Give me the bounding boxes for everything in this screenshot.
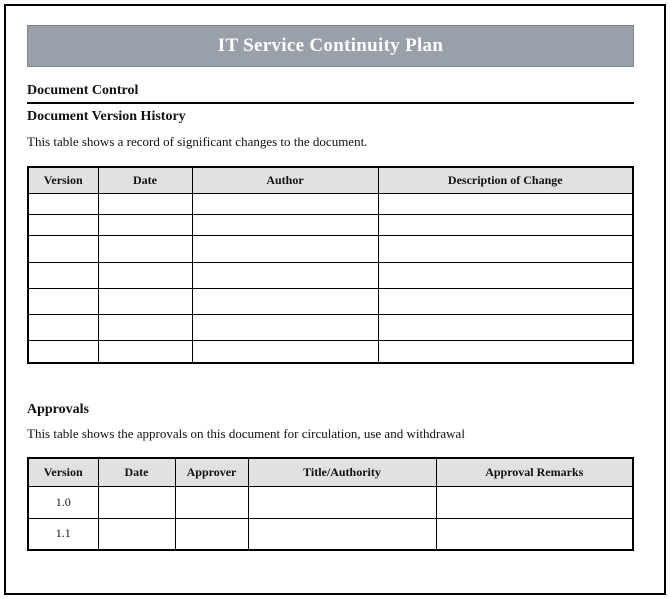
author-cell (192, 340, 378, 363)
description-cell (378, 214, 633, 235)
description-cell (378, 262, 633, 288)
author-cell (192, 314, 378, 340)
date-cell (98, 235, 192, 262)
title-authority-cell (248, 518, 436, 550)
version-cell (28, 193, 98, 214)
description-cell (378, 288, 633, 314)
date-cell (98, 518, 175, 550)
title-authority-cell (248, 486, 436, 518)
version-history-table (27, 166, 634, 364)
approval-remarks-cell (436, 518, 633, 550)
column-header-date: Date (98, 458, 175, 486)
version-cell (28, 262, 98, 288)
author-cell (192, 214, 378, 235)
column-header-version: Version (28, 167, 98, 193)
table-row (28, 193, 633, 214)
version-cell (28, 314, 98, 340)
approvals-heading: Approvals (27, 402, 89, 417)
document-page (27, 0, 634, 551)
description-cell (378, 314, 633, 340)
date-cell (98, 214, 192, 235)
column-header-approval-remarks: Approval Remarks (436, 458, 633, 486)
version-history-description: This table shows a record of significant changes to the document. (27, 134, 368, 149)
table-row (28, 235, 633, 262)
table-row (28, 214, 633, 235)
date-cell (98, 288, 192, 314)
document-control-heading: Document Control (27, 84, 634, 104)
version-cell: 1.1 (28, 518, 98, 550)
author-cell (192, 235, 378, 262)
version-history-header-row (28, 167, 633, 193)
approver-cell (175, 518, 248, 550)
column-header-title-authority: Title/Authority (248, 458, 436, 486)
date-cell (98, 262, 192, 288)
version-history-heading: Document Version History (27, 109, 186, 124)
table-row (28, 262, 633, 288)
author-cell (192, 193, 378, 214)
approvals-description: This table shows the approvals on this document for circulation, use and withdrawal (27, 426, 465, 441)
version-cell (28, 288, 98, 314)
version-cell (28, 235, 98, 262)
date-cell (98, 193, 192, 214)
table-row (28, 340, 633, 363)
version-cell: 1.0 (28, 486, 98, 518)
approvals-header-row (28, 458, 633, 486)
table-row (28, 486, 633, 518)
description-cell (378, 193, 633, 214)
column-header-version: Version (28, 458, 98, 486)
document-title-banner (27, 25, 634, 67)
approver-cell (175, 486, 248, 518)
document-title: IT Service Continuity Plan (217, 35, 444, 56)
table-row (28, 288, 633, 314)
approval-remarks-cell (436, 486, 633, 518)
description-cell (378, 340, 633, 363)
date-cell (98, 486, 175, 518)
table-row (28, 518, 633, 550)
date-cell (98, 340, 192, 363)
column-header-author: Author (192, 167, 378, 193)
table-row (28, 314, 633, 340)
column-header-approver: Approver (175, 458, 248, 486)
version-cell (28, 340, 98, 363)
column-header-date: Date (98, 167, 192, 193)
version-cell (28, 214, 98, 235)
author-cell (192, 262, 378, 288)
description-cell (378, 235, 633, 262)
author-cell (192, 288, 378, 314)
approvals-table (27, 457, 634, 551)
column-header-description-of-change: Description of Change (378, 167, 633, 193)
date-cell (98, 314, 192, 340)
